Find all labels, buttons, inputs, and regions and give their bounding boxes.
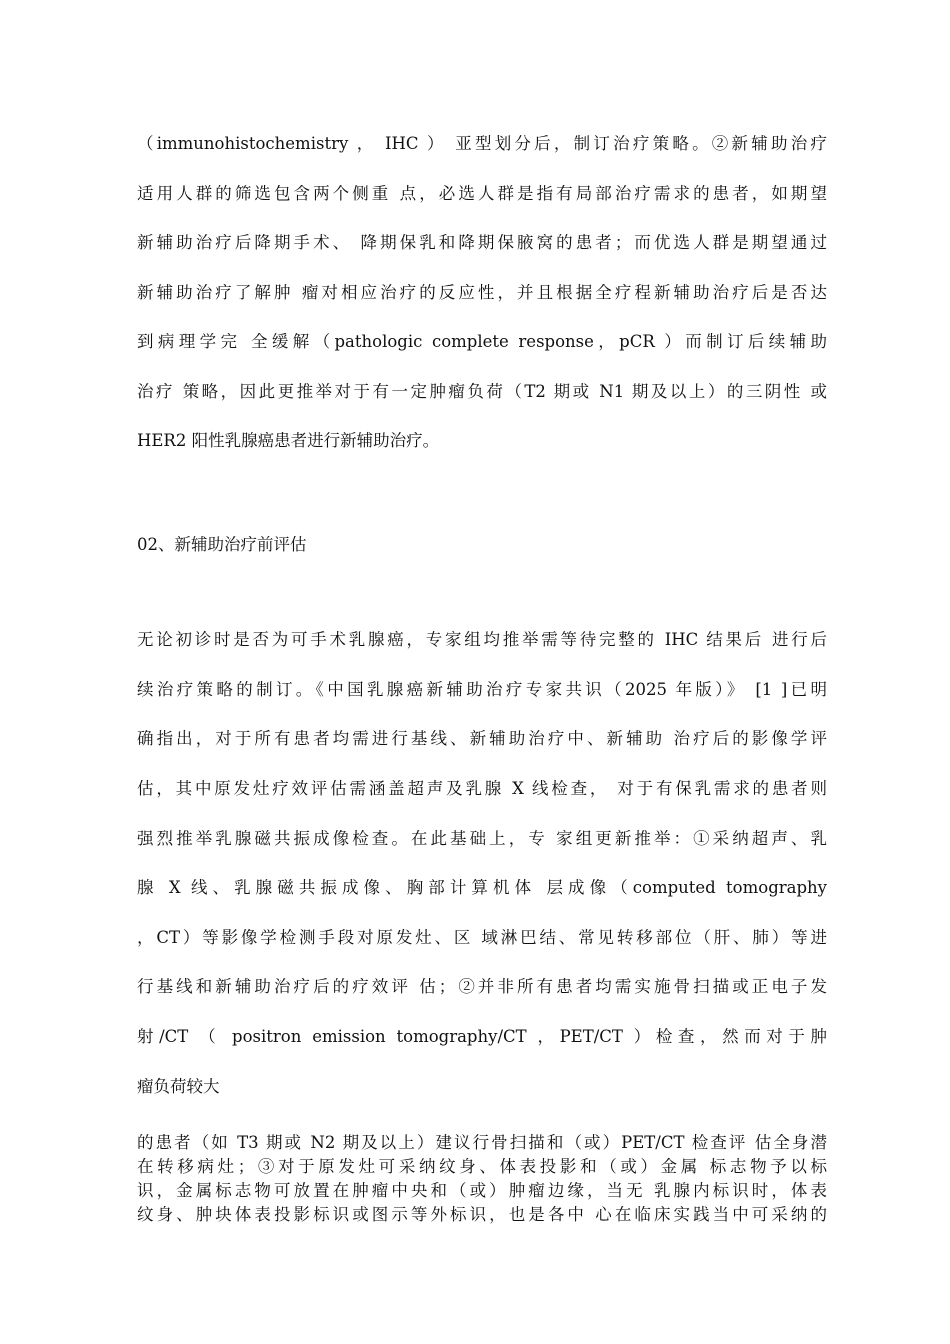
text-line: 在转移病灶；③对于原发灶可采纳纹身、体表投影和（或）金属 标志物予以标 — [137, 1157, 827, 1176]
text-line: 续治疗策略的制订。《中国乳腺癌新辅助治疗专家共识（2025 年版）》 [1 ]已明 — [137, 680, 827, 699]
text-line: 确指出，对于所有患者均需进行基线、新辅助治疗中、新辅助 治疗后的影像学评 — [137, 729, 827, 748]
text-line: 适用人群的筛选包含两个侧重 点，必选人群是指有局部治疗需求的患者，如期望 — [137, 184, 827, 203]
text-line: 射/CT （ positron emission tomography/CT ，PET/CT ）检查，然而对于肿 — [137, 1027, 827, 1046]
text-line: 的患者（如 T3 期或 N2 期及以上）建议行骨扫描和（或）PET/CT 检查评 估全身潜 — [137, 1133, 827, 1152]
text-line: 治疗 策略，因此更推举对于有一定肿瘤负荷（T2 期或 N1 期及以上）的三阴性 或 — [137, 382, 827, 401]
text-line: 无论初诊时是否为可手术乳腺癌，专家组均推举需等待完整的 IHC 结果后 进行后 — [137, 630, 827, 649]
section-heading: 02、新辅助治疗前评估 — [137, 535, 307, 554]
text-line: 腺 X 线、乳腺磁共振成像、胸部计算机体 层成像（computed tomography — [137, 878, 827, 897]
text-line: 识，金属标志物可放置在肿瘤中央和（或）肿瘤边缘，当无 乳腺内标识时，体表 — [137, 1181, 827, 1200]
text-line: ，CT）等影像学检测手段对原发灶、区 域淋巴结、常见转移部位（肝、肺）等进 — [137, 928, 827, 947]
text-line: 行基线和新辅助治疗后的疗效评 估；②并非所有患者均需实施骨扫描或正电子发 — [137, 977, 827, 996]
text-line: 瘤负荷较大 — [137, 1077, 220, 1096]
text-line: HER2 阳性乳腺癌患者进行新辅助治疗。 — [137, 431, 440, 450]
text-line: 新辅助治疗后降期手术、 降期保乳和降期保腋窝的患者；而优选人群是期望通过 — [137, 233, 827, 252]
text-line: 估，其中原发灶疗效评估需涵盖超声及乳腺 X 线检查， 对于有保乳需求的患者则 — [137, 779, 827, 798]
text-line: 强烈推举乳腺磁共振成像检查。在此基础上，专 家组更新推举：①采纳超声、乳 — [137, 829, 827, 848]
text-line: 纹身、肿块体表投影标识或图示等外标识，也是各中 心在临床实践当中可采纳的 — [137, 1205, 827, 1224]
text-line: 到病理学完 全缓解（pathologic complete response，pCR ）而制订后续辅助 — [137, 332, 827, 351]
text-line: （immunohistochemistry ， IHC ） 亚型划分后，制订治疗策略。②新辅助治疗 — [137, 134, 827, 153]
text-line: 新辅助治疗了解肿 瘤对相应治疗的反应性，并且根据全疗程新辅助治疗后是否达 — [137, 283, 827, 302]
